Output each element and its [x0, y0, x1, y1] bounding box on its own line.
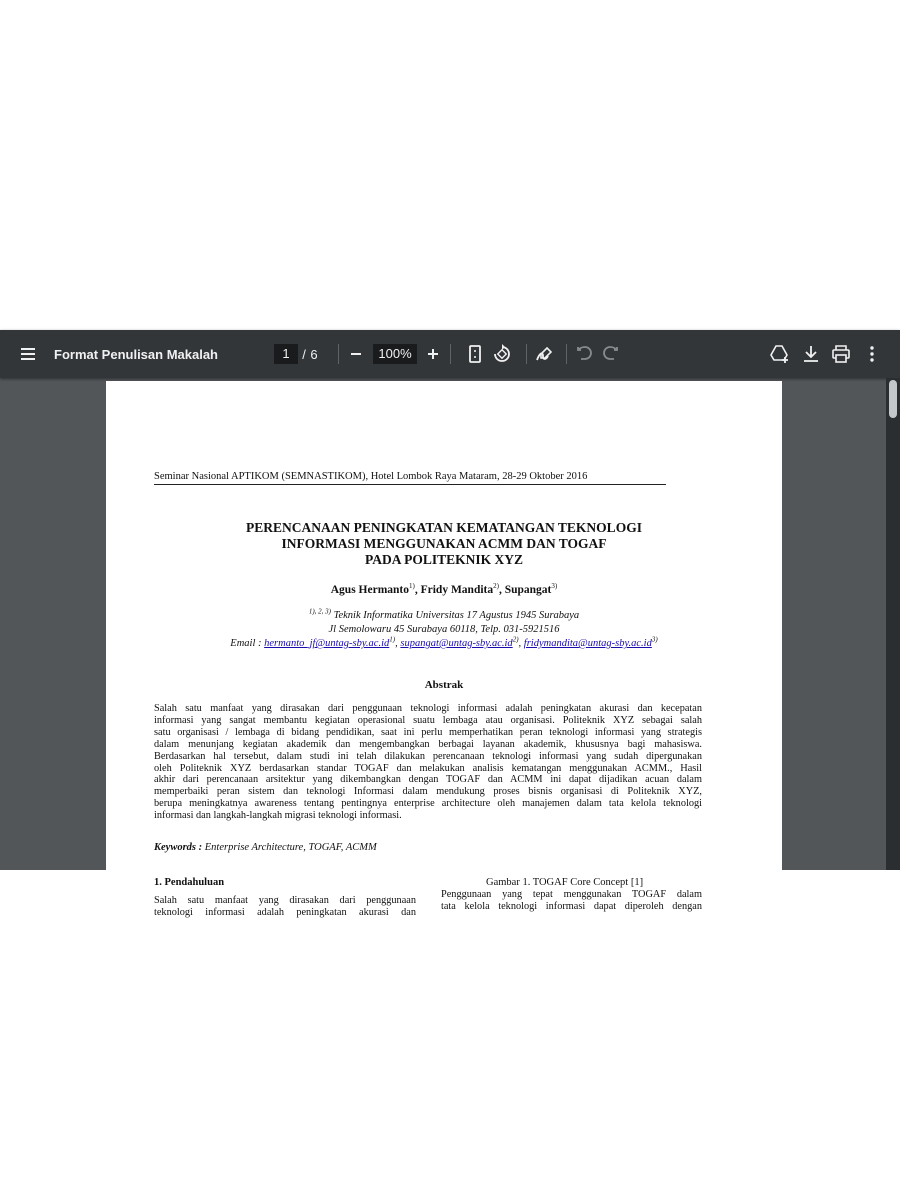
author-sup: 2): [493, 582, 499, 591]
keywords-text: Enterprise Architecture, TOGAF, ACMM: [204, 842, 377, 853]
document-title: Format Penulisan Makalah: [54, 346, 218, 362]
author-name: Supangat: [504, 584, 552, 596]
body-line: Salah satu manfaat yang dirasakan dari penggunaan: [154, 895, 416, 906]
email-line: Email : $hermanto\_jf@untag-sby.ac.id^{1)}$, $supangat@untag-sby.ac.id^{2)}$, $fridymandita@untag-sby.ac.id^{3)}$: [230, 635, 658, 649]
hamburger-menu-icon: [16, 342, 40, 366]
annotate-button[interactable]: [533, 330, 557, 378]
abstract-line: akhir dari perencanaan arsitektur yang dikembangkan dengan TOGAF dan ACMM ini dapat dijadikan acuan dalam: [154, 774, 702, 786]
redo-button[interactable]: [599, 330, 623, 378]
more-options-icon: [860, 342, 884, 366]
redo-icon: [599, 342, 623, 366]
download-button[interactable]: [799, 330, 823, 378]
author-sup: 1): [409, 582, 415, 591]
page-number-input[interactable]: 1: [274, 344, 298, 364]
pdf-page: [106, 381, 782, 918]
email-link[interactable]: fridymandita@untag-sby.ac.id: [523, 638, 652, 649]
left-column-text: [154, 895, 416, 919]
section-heading: 1. Pendahuluan: [154, 877, 225, 888]
author-name: Agus Hermanto: [330, 584, 410, 596]
body-line: tata kelola teknologi informasi dapat diperoleh dengan: [441, 900, 702, 912]
abstract-line: Berdasarkan hal tersebut, dalam studi ini telah dilakukan perencanaan teknologi informasi yang sudah dipergunakan: [154, 750, 702, 762]
abstract-line: oleh Politeknik XYZ berdasarkan standar TOGAF dan melakukan analisis kematangan menggunakan ACMM., Hasil: [154, 762, 702, 774]
fit-page-icon: [463, 342, 487, 366]
right-column-text: [441, 889, 702, 913]
toolbar-divider: [450, 344, 451, 364]
author-sup: 3): [551, 582, 558, 591]
add-to-drive-icon: [768, 342, 792, 366]
print-icon: [829, 342, 853, 366]
scrollbar-thumb[interactable]: [889, 380, 897, 418]
zoom-out-icon: [344, 342, 368, 366]
body-line: teknologi informasi adalah peningkatan akurasi dan: [154, 906, 416, 918]
undo-icon: [572, 342, 596, 366]
page-separator: /: [302, 346, 306, 362]
pdf-toolbar: [0, 330, 900, 378]
author-list: Agus Hermanto$^{1)}$, Fridy Mandita$^{2)}$, Supangat$^{3)}$: [330, 582, 558, 596]
email-link[interactable]: supangat@untag-sby.ac.id: [400, 638, 513, 649]
affiliation-sup: 1), 2, 3): [308, 607, 331, 616]
abstract-line: dalam menunjang kegiatan akademik dan mengembangkan berbagai layanan akademik, khususnya bagi mahasiswa.: [154, 738, 702, 750]
figure-caption: Gambar 1. TOGAF Core Concept [1]: [486, 877, 644, 888]
fit-page-button[interactable]: [463, 330, 487, 378]
keywords-line: [154, 842, 377, 853]
abstract-line: informasi dan langkah-langkah migrasi teknologi informasi.: [154, 810, 402, 822]
paper-title-line: INFORMASI MENGGUNAKAN ACMM DAN TOGAF: [281, 536, 607, 551]
annotate-icon: [533, 342, 557, 366]
toolbar-divider: [338, 344, 339, 364]
header-rule: [154, 484, 666, 485]
abstract-line: berupa meningkatnya awareness tentang pentingnya enterprise architecture oleh manajemen dalam tata kelola teknologi: [154, 798, 702, 810]
scrollbar-track[interactable]: [886, 378, 900, 870]
menu-button[interactable]: [14, 330, 42, 378]
undo-button[interactable]: [572, 330, 596, 378]
body-line: Penggunaan yang tepat menggunakan TOGAF dalam: [441, 889, 702, 900]
rotate-icon: [490, 342, 514, 366]
running-header: Seminar Nasional APTIKOM (SEMNASTIKOM), Hotel Lombok Raya Mataram, 28-29 Oktober 2016: [154, 471, 588, 482]
zoom-in-icon: [421, 342, 445, 366]
abstract-line: informasi yang sangat membantu kegiatan operasional suatu lembaga atau organisasi. Politeknik XYZ sebagai salah: [154, 714, 702, 726]
author-name: Fridy Mandita: [420, 584, 494, 596]
abstract-body: [154, 703, 702, 822]
email-sup: 1): [389, 635, 396, 644]
email-sup: 3): [651, 635, 658, 644]
toolbar-divider: [526, 344, 527, 364]
rotate-button[interactable]: [490, 330, 514, 378]
keywords-label: Keywords :: [154, 842, 203, 853]
pdf-viewer: [0, 330, 900, 918]
add-to-drive-button[interactable]: [768, 330, 792, 378]
email-sup: 2): [512, 635, 519, 644]
paper-title-line: PADA POLITEKNIK XYZ: [364, 552, 524, 567]
email-label: Email :: [230, 638, 262, 649]
affiliation-line: [106, 607, 782, 621]
page-total: 6: [310, 346, 318, 362]
abstract-line: memperbaiki peran sistem dan teknologi Informasi dalam mendukung proses bisnis organisasi di Politeknik XYZ,: [154, 786, 702, 798]
address-line: Jl Semolowaru 45 Surabaya 60118, Telp. 031-5921516: [328, 624, 560, 635]
toolbar-divider: [566, 344, 567, 364]
abstract-heading: Abstrak: [424, 679, 464, 691]
abstract-line: Salah satu manfaat yang dirasakan dari penggunaan teknologi informasi adalah peningkatan akurasi dan kecepatan: [154, 703, 702, 714]
download-icon: [799, 342, 823, 366]
abstract-line: satu organisasi / lembaga di bidang pendidikan, saat ini perlu memperhatikan peran teknologi informasi yang strategis: [154, 726, 702, 738]
email-link[interactable]: hermanto_jf@untag-sby.ac.id: [264, 638, 390, 649]
zoom-input[interactable]: 100%: [373, 344, 417, 364]
affiliation-text: Teknik Informatika Universitas 17 Agustus 1945 Surabaya: [333, 610, 580, 621]
print-button[interactable]: [829, 330, 853, 378]
paper-title-line: PERENCANAAN PENINGKATAN KEMATANGAN TEKNOLOGI: [246, 520, 642, 535]
more-options-button[interactable]: [860, 330, 884, 378]
zoom-in-button[interactable]: [421, 330, 445, 378]
zoom-out-button[interactable]: [344, 330, 368, 378]
